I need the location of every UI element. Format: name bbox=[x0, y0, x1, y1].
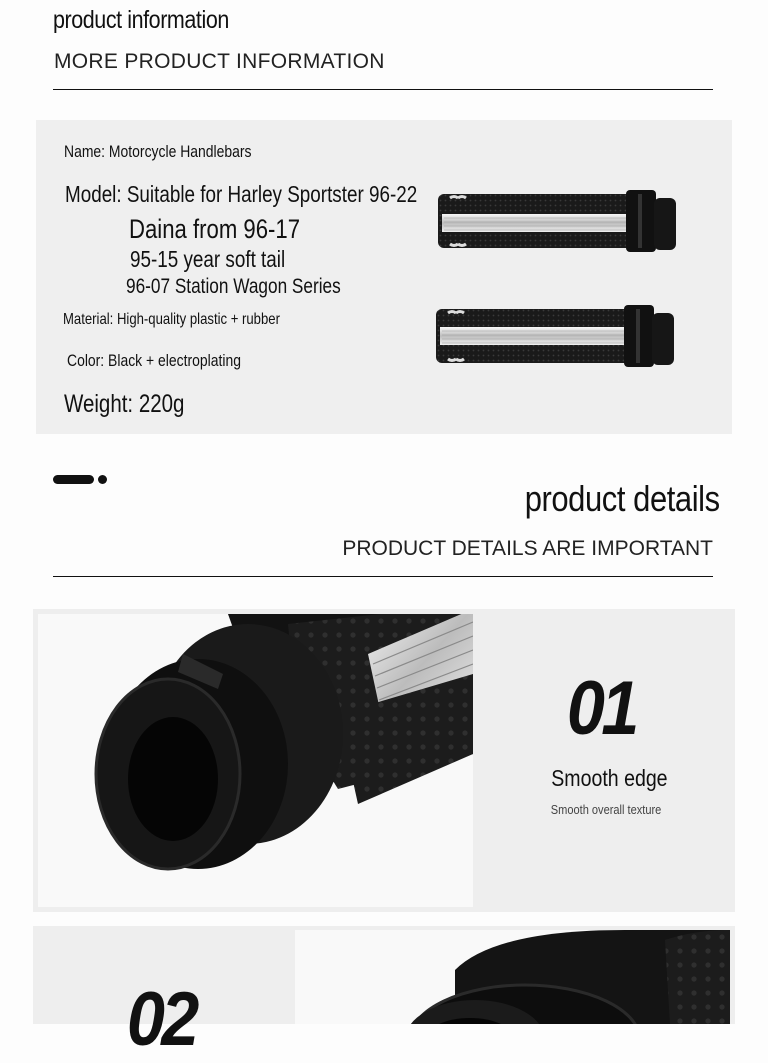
handlebar-grip-image bbox=[436, 303, 680, 369]
product-model: Model: Suitable for Harley Sportster 96-22 bbox=[65, 181, 418, 207]
product-information-subtitle: MORE PRODUCT INFORMATION bbox=[54, 50, 385, 73]
product-details-subtitle: PRODUCT DETAILS ARE IMPORTANT bbox=[342, 537, 713, 560]
detail-number-02: 02 bbox=[126, 977, 196, 1062]
product-weight: Weight: 220g bbox=[64, 390, 185, 418]
decorative-dash bbox=[53, 475, 94, 484]
product-model-line-2: Daina from 96-17 bbox=[129, 214, 301, 244]
detail-title-01 bbox=[541, 765, 671, 792]
handlebar-grip-image bbox=[438, 188, 682, 254]
product-info-panel bbox=[36, 120, 732, 434]
detail-title-text: Smooth edge bbox=[551, 765, 668, 791]
detail-description-text: Smooth overall texture bbox=[550, 802, 662, 817]
detail-description-01 bbox=[533, 802, 679, 817]
grip-end-closeup-image bbox=[38, 614, 473, 907]
product-information-title: product information bbox=[53, 6, 229, 34]
product-name: Name: Motorcycle Handlebars bbox=[64, 142, 252, 161]
detail-card-01 bbox=[33, 609, 735, 912]
grip-closeup-image-2 bbox=[295, 930, 730, 1024]
decorative-dot bbox=[98, 475, 107, 484]
header-divider bbox=[53, 89, 713, 90]
product-model-line-3: 95-15 year soft tail bbox=[130, 246, 286, 272]
product-material: Material: High-quality plastic + rubber bbox=[63, 311, 280, 328]
product-color: Color: Black + electroplating bbox=[67, 351, 241, 370]
product-model-line-4: 96-07 Station Wagon Series bbox=[126, 275, 341, 298]
detail-number-01: 01 bbox=[566, 666, 636, 751]
details-divider bbox=[53, 576, 713, 577]
product-details-title: product details bbox=[525, 478, 720, 519]
detail-card-02 bbox=[33, 926, 735, 1062]
